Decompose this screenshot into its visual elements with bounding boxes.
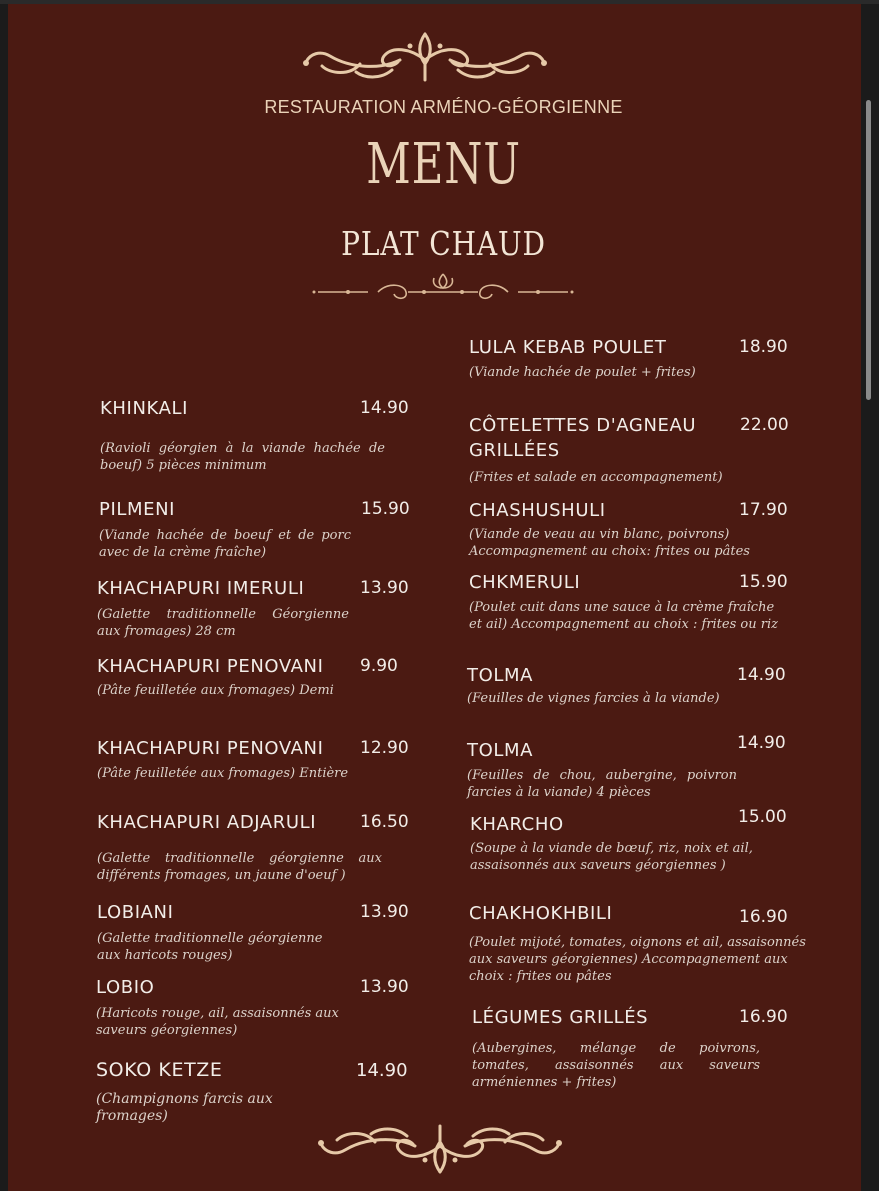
item-description: (Viande hachée de poulet + frites) — [469, 365, 696, 380]
item-price: 22.00 — [740, 415, 789, 435]
item-name: TOLMA — [467, 740, 534, 761]
item-name: LOBIANI — [97, 902, 174, 923]
item-description: (Pâte feuilletée aux fromages) Entière — [97, 766, 349, 781]
item-name: TOLMA — [467, 665, 534, 686]
item-price: 14.90 — [737, 733, 786, 753]
item-name: KHINKALI — [100, 398, 189, 419]
item-name: LÉGUMES GRILLÉS — [472, 1007, 649, 1028]
item-price: 13.90 — [360, 578, 409, 598]
scrollbar-thumb[interactable] — [866, 100, 871, 400]
item-description: (Poulet mijoté, tomates, oignons et ail, assaisonnés aux saveurs géorgiennes) Accompagnement aux choix : frites ou pâtes — [469, 935, 806, 984]
item-description: (Soupe à la viande de bœuf, riz, noix et ail, assaisonnés aux saveurs géorgiennes ) — [470, 841, 753, 873]
item-name: SOKO KETZE — [96, 1059, 223, 1081]
item-description: (Ravioli géorgien à la viande hachée de boeuf) 5 pièces minimum — [100, 441, 385, 473]
item-description: (Poulet cuit dans une sauce à la crème fraîche et ail) Accompagnement au choix : frites ou riz — [469, 600, 778, 632]
item-name: KHACHAPURI PENOVANI — [97, 738, 324, 759]
item-price: 13.90 — [360, 977, 409, 997]
item-name: LOBIO — [96, 977, 155, 998]
item-name: KHACHAPURI IMERULI — [97, 578, 305, 599]
item-price: 16.90 — [739, 907, 788, 927]
item-description: (Viande de veau au vin blanc, poivrons) Accompagnement au choix: frites ou pâtes — [469, 527, 750, 559]
item-name: CHASHUSHULI — [469, 500, 606, 521]
item-price: 17.90 — [739, 500, 788, 520]
item-description: (Champignons farcis aux fromages) — [96, 1091, 273, 1124]
item-price: 16.90 — [739, 1007, 788, 1027]
item-name: CÔTELETTES D'AGNEAU GRILLÉES — [469, 415, 697, 461]
item-price: 18.90 — [739, 337, 788, 357]
item-name: KHACHAPURI ADJARULI — [97, 812, 317, 833]
item-price: 14.90 — [360, 398, 409, 418]
item-price: 15.00 — [738, 807, 787, 827]
item-name: LULA KEBAB POULET — [469, 337, 667, 358]
item-description: (Galette traditionnelle géorgienne aux haricots rouges) — [97, 931, 323, 963]
item-price: 9.90 — [360, 656, 398, 676]
item-description: (Galette traditionnelle Géorgienne aux fromages) 28 cm — [97, 607, 349, 639]
item-name: KHACHAPURI PENOVANI — [97, 656, 324, 677]
top-ornament — [300, 30, 550, 86]
item-description: (Pâte feuilletée aux fromages) Demi — [97, 683, 334, 698]
menu-page — [8, 4, 861, 1191]
item-name: CHKMERULI — [469, 572, 581, 593]
menu-title: MENU — [366, 132, 521, 197]
item-price: 12.90 — [360, 738, 409, 758]
item-price: 16.50 — [360, 812, 409, 832]
item-description: (Galette traditionnelle géorgienne aux différents fromages, un jaune d'oeuf ) — [97, 851, 382, 883]
item-price: 15.90 — [361, 499, 410, 519]
item-description: (Feuilles de chou, aubergine, poivron farcies à la viande) 4 pièces — [467, 768, 737, 800]
item-price: 15.90 — [739, 572, 788, 592]
bottom-ornament — [315, 1120, 565, 1176]
item-price: 13.90 — [360, 902, 409, 922]
section-title: PLAT CHAUD — [341, 224, 546, 263]
item-description: (Haricots rouge, ail, assaisonnés aux saveurs géorgiennes) — [96, 1006, 339, 1038]
item-name: PILMENI — [99, 499, 176, 520]
item-description: (Viande hachée de boeuf et de porc avec de la crème fraîche) — [99, 528, 351, 560]
item-description: (Feuilles de vignes farcies à la viande) — [467, 691, 720, 706]
item-price: 14.90 — [356, 1060, 408, 1081]
divider-ornament — [308, 270, 578, 306]
item-description: (Aubergines, mélange de poivrons, tomates, assaisonnés aux saveurs arméniennes + frites) — [472, 1041, 760, 1090]
restaurant-subtitle: RESTAURATION ARMÉNO-GÉORGIENNE — [264, 97, 623, 117]
item-name: KHARCHO — [470, 814, 564, 835]
item-price: 14.90 — [737, 665, 786, 685]
item-name: CHAKHOKHBILI — [469, 903, 613, 924]
item-description: (Frites et salade en accompagnement) — [469, 470, 723, 485]
